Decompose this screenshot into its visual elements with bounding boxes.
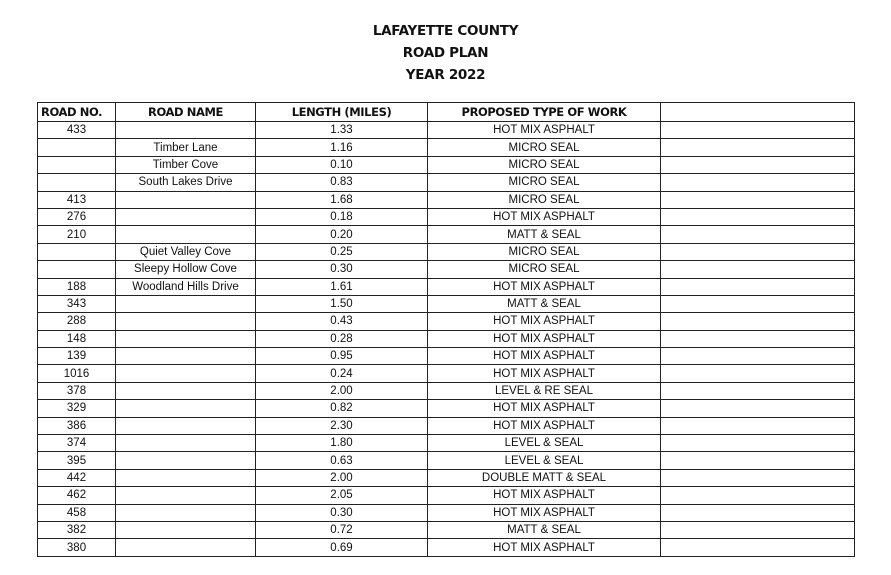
cell-road-name: [116, 348, 256, 365]
header-road-name: ROAD NAME: [116, 103, 256, 122]
cell-road-name: Sleepy Hollow Cove: [116, 261, 256, 278]
table-row: [38, 504, 855, 521]
cell-blank: [661, 330, 855, 347]
cell-work-type: HOT MIX ASPHALT: [428, 208, 661, 225]
cell-road-no: [38, 174, 116, 191]
cell-work-type: HOT MIX ASPHALT: [428, 487, 661, 504]
cell-work-type: MICRO SEAL: [428, 174, 661, 191]
cell-road-no: 1016: [38, 365, 116, 382]
table-row: [38, 521, 855, 538]
cell-road-no: 382: [38, 521, 116, 538]
cell-road-name: [116, 487, 256, 504]
table-row: [38, 330, 855, 347]
cell-length: 0.95: [256, 348, 428, 365]
cell-work-type: LEVEL & SEAL: [428, 452, 661, 469]
cell-length: 1.68: [256, 191, 428, 208]
cell-road-no: 458: [38, 504, 116, 521]
cell-work-type: HOT MIX ASPHALT: [428, 278, 661, 295]
cell-work-type: MICRO SEAL: [428, 156, 661, 173]
cell-length: 0.63: [256, 452, 428, 469]
cell-road-no: 380: [38, 539, 116, 556]
cell-work-type: MICRO SEAL: [428, 139, 661, 156]
cell-work-type: DOUBLE MATT & SEAL: [428, 469, 661, 486]
cell-length: 0.30: [256, 504, 428, 521]
cell-work-type: HOT MIX ASPHALT: [428, 313, 661, 330]
header-work-type: PROPOSED TYPE OF WORK: [428, 103, 661, 122]
cell-blank: [661, 521, 855, 538]
cell-road-no: 276: [38, 208, 116, 225]
table-row: [38, 261, 855, 278]
road-plan-table: [37, 102, 855, 557]
cell-length: 0.10: [256, 156, 428, 173]
cell-work-type: HOT MIX ASPHALT: [428, 348, 661, 365]
cell-road-name: South Lakes Drive: [116, 174, 256, 191]
cell-blank: [661, 139, 855, 156]
cell-road-no: 378: [38, 382, 116, 399]
table-row: [38, 295, 855, 312]
cell-road-name: [116, 208, 256, 225]
cell-road-name: [116, 382, 256, 399]
cell-road-name: [116, 313, 256, 330]
cell-blank: [661, 156, 855, 173]
cell-length: 0.20: [256, 226, 428, 243]
cell-road-no: 210: [38, 226, 116, 243]
table-row: [38, 208, 855, 225]
table-row: [38, 382, 855, 399]
cell-work-type: MATT & SEAL: [428, 226, 661, 243]
cell-length: 2.00: [256, 469, 428, 486]
table-row: [38, 122, 855, 139]
cell-work-type: HOT MIX ASPHALT: [428, 122, 661, 139]
cell-road-no: 395: [38, 452, 116, 469]
cell-work-type: MICRO SEAL: [428, 191, 661, 208]
table-row: [38, 156, 855, 173]
table-header-row: [38, 103, 855, 122]
table-row: [38, 539, 855, 556]
cell-length: 0.83: [256, 174, 428, 191]
cell-road-no: 139: [38, 348, 116, 365]
document-title: [0, 20, 891, 86]
cell-road-no: 148: [38, 330, 116, 347]
table-row: [38, 278, 855, 295]
cell-road-name: [116, 435, 256, 452]
cell-road-name: [116, 521, 256, 538]
cell-road-no: 288: [38, 313, 116, 330]
table-body: [38, 122, 855, 557]
cell-blank: [661, 313, 855, 330]
cell-work-type: MATT & SEAL: [428, 521, 661, 538]
cell-road-name: [116, 122, 256, 139]
cell-road-name: Woodland Hills Drive: [116, 278, 256, 295]
cell-blank: [661, 452, 855, 469]
cell-blank: [661, 174, 855, 191]
cell-road-name: Timber Cove: [116, 156, 256, 173]
cell-length: 1.50: [256, 295, 428, 312]
cell-blank: [661, 365, 855, 382]
cell-road-no: 329: [38, 400, 116, 417]
cell-blank: [661, 469, 855, 486]
cell-work-type: MICRO SEAL: [428, 243, 661, 260]
cell-road-no: [38, 139, 116, 156]
cell-road-no: 442: [38, 469, 116, 486]
cell-work-type: HOT MIX ASPHALT: [428, 504, 661, 521]
cell-work-type: HOT MIX ASPHALT: [428, 365, 661, 382]
cell-length: 0.69: [256, 539, 428, 556]
cell-road-no: 386: [38, 417, 116, 434]
cell-blank: [661, 261, 855, 278]
title-county: LAFAYETTE COUNTY: [372, 23, 519, 39]
cell-length: 1.16: [256, 139, 428, 156]
cell-length: 1.33: [256, 122, 428, 139]
table-row: [38, 435, 855, 452]
cell-length: 0.24: [256, 365, 428, 382]
cell-road-no: 374: [38, 435, 116, 452]
cell-length: 0.25: [256, 243, 428, 260]
table-row: [38, 243, 855, 260]
cell-work-type: HOT MIX ASPHALT: [428, 400, 661, 417]
table-row: [38, 313, 855, 330]
cell-blank: [661, 504, 855, 521]
cell-work-type: HOT MIX ASPHALT: [428, 539, 661, 556]
cell-length: 0.18: [256, 208, 428, 225]
cell-road-name: [116, 365, 256, 382]
cell-road-name: [116, 400, 256, 417]
table-row: [38, 226, 855, 243]
cell-blank: [661, 295, 855, 312]
cell-road-name: [116, 539, 256, 556]
table-row: [38, 487, 855, 504]
cell-blank: [661, 122, 855, 139]
cell-blank: [661, 382, 855, 399]
cell-road-name: [116, 417, 256, 434]
table-row: [38, 191, 855, 208]
cell-blank: [661, 243, 855, 260]
table-row: [38, 174, 855, 191]
table-row: [38, 417, 855, 434]
cell-length: 1.61: [256, 278, 428, 295]
table-row: [38, 469, 855, 486]
cell-blank: [661, 208, 855, 225]
table-row: [38, 452, 855, 469]
cell-road-name: [116, 330, 256, 347]
cell-blank: [661, 191, 855, 208]
cell-length: 0.43: [256, 313, 428, 330]
cell-road-no: 188: [38, 278, 116, 295]
cell-road-name: [116, 191, 256, 208]
cell-road-no: 413: [38, 191, 116, 208]
table-row: [38, 139, 855, 156]
cell-road-name: [116, 469, 256, 486]
cell-work-type: LEVEL & RE SEAL: [428, 382, 661, 399]
cell-length: 2.00: [256, 382, 428, 399]
cell-length: 1.80: [256, 435, 428, 452]
cell-road-name: Quiet Valley Cove: [116, 243, 256, 260]
table-row: [38, 348, 855, 365]
header-blank: [661, 103, 855, 122]
header-length: LENGTH (MILES): [256, 103, 428, 122]
cell-blank: [661, 435, 855, 452]
cell-length: 2.05: [256, 487, 428, 504]
cell-road-no: 343: [38, 295, 116, 312]
cell-work-type: MICRO SEAL: [428, 261, 661, 278]
cell-blank: [661, 278, 855, 295]
cell-length: 2.30: [256, 417, 428, 434]
cell-road-no: [38, 243, 116, 260]
cell-length: 0.30: [256, 261, 428, 278]
title-year: YEAR 2022: [405, 67, 486, 83]
table-row: [38, 400, 855, 417]
cell-road-no: 462: [38, 487, 116, 504]
cell-blank: [661, 348, 855, 365]
cell-blank: [661, 226, 855, 243]
cell-road-no: [38, 261, 116, 278]
cell-road-no: 433: [38, 122, 116, 139]
cell-work-type: MATT & SEAL: [428, 295, 661, 312]
cell-road-name: [116, 295, 256, 312]
cell-blank: [661, 417, 855, 434]
cell-work-type: LEVEL & SEAL: [428, 435, 661, 452]
header-road-no: ROAD NO.: [38, 103, 116, 122]
cell-work-type: HOT MIX ASPHALT: [428, 417, 661, 434]
cell-length: 0.28: [256, 330, 428, 347]
title-plan: ROAD PLAN: [402, 45, 489, 61]
cell-blank: [661, 539, 855, 556]
cell-road-name: [116, 226, 256, 243]
cell-length: 0.82: [256, 400, 428, 417]
cell-road-name: Timber Lane: [116, 139, 256, 156]
cell-work-type: HOT MIX ASPHALT: [428, 330, 661, 347]
table-row: [38, 365, 855, 382]
cell-blank: [661, 400, 855, 417]
cell-blank: [661, 487, 855, 504]
cell-length: 0.72: [256, 521, 428, 538]
cell-road-no: [38, 156, 116, 173]
cell-road-name: [116, 452, 256, 469]
cell-road-name: [116, 504, 256, 521]
